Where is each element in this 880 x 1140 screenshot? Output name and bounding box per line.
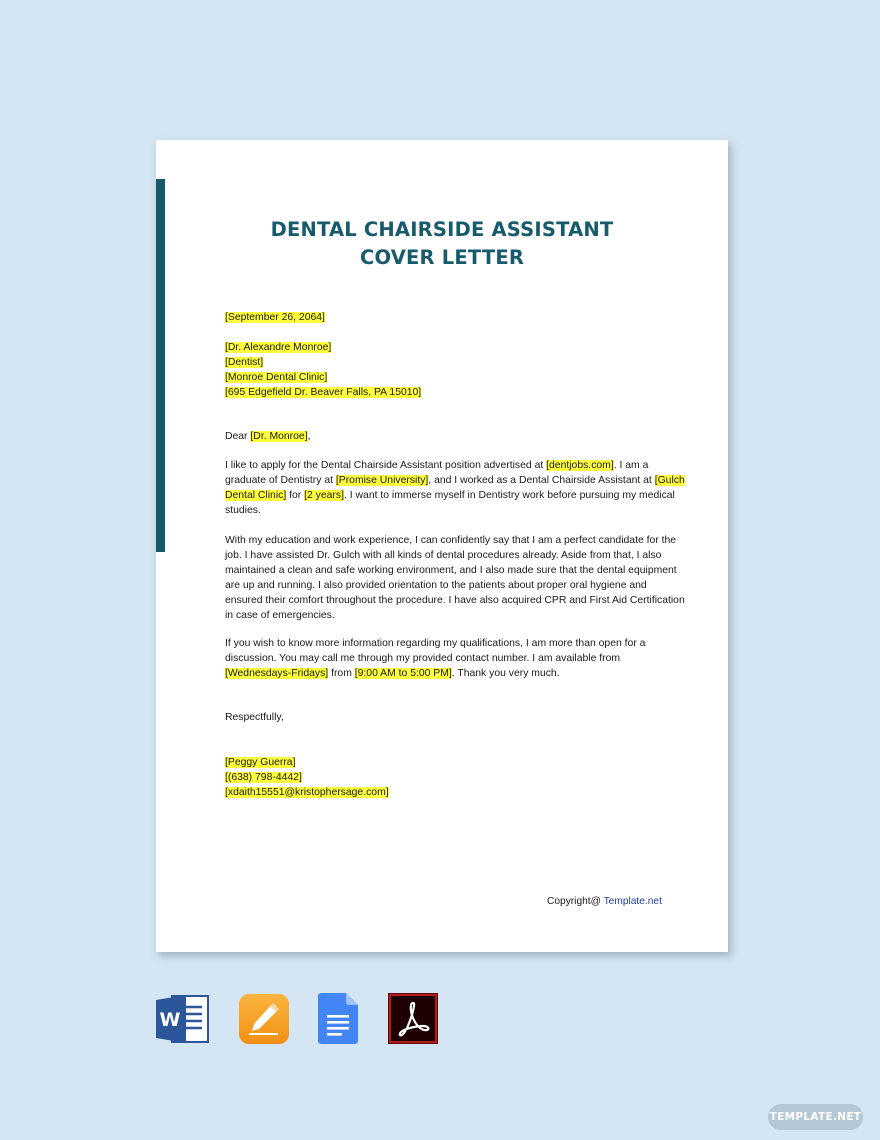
p3-availability-hours: [9:00 AM to 5:00 PM] xyxy=(354,668,452,679)
word-letter: W xyxy=(159,1009,181,1031)
title-line-1: DENTAL CHAIRSIDE ASSISTANT xyxy=(270,218,614,241)
p2-line: ensured their comfort throughout the procedure. I have also acquired CPR and First Aid Certification xyxy=(225,595,685,606)
p2-line: With my education and work experience, I can confidently say that I am a perfect candidate for the xyxy=(225,535,677,546)
microsoft-word-icon[interactable] xyxy=(156,994,210,1044)
p2-line: maintained a clean and safe working environment, and I also made sure that the dental equipment xyxy=(225,565,677,576)
p1-university: [Promise University] xyxy=(335,475,429,486)
p1-text: . I am a xyxy=(613,460,649,471)
paragraph-1 xyxy=(225,458,685,518)
p1-text: studies. xyxy=(225,505,261,516)
p1-text: I like to apply for the Dental Chairside Assistant position advertised at xyxy=(225,460,547,471)
p2-line: in case of emergencies. xyxy=(225,610,335,621)
p1-clinic-part2: Dental Clinic] xyxy=(225,490,287,501)
paragraph-2 xyxy=(225,533,685,623)
p3-line: discussion. You may call me through my provided contact number. I am available from xyxy=(225,653,621,664)
signature-phone: [(638) 798-4442] xyxy=(225,772,302,783)
p1-text: , and I worked as a Dental Chairside Assistant at xyxy=(428,475,655,486)
paragraph-3 xyxy=(225,636,665,681)
salutation xyxy=(225,429,665,444)
recipient-name: [Dr. Alexandre Monroe] xyxy=(225,342,332,353)
copyright-text: Copyright@ xyxy=(547,896,604,907)
salutation-prefix: Dear xyxy=(225,431,251,442)
google-docs-icon[interactable] xyxy=(318,993,358,1044)
p3-availability-days: [Wednesdays-Fridays] xyxy=(225,668,329,679)
p1-duration: [2 years] xyxy=(304,490,344,501)
p3-text: . Thank you very much. xyxy=(451,668,560,679)
p3-text: from xyxy=(328,668,355,679)
letter-page xyxy=(156,140,728,952)
signature-email: [xdaith15551@kristophersage.com] xyxy=(225,787,389,798)
copyright xyxy=(547,896,662,907)
closing-text: Respectfully, xyxy=(225,712,284,723)
template-net-badge[interactable]: TEMPLATE.NET xyxy=(768,1104,863,1130)
p3-line: If you wish to know more information regarding my qualifications, I am more than open for a xyxy=(225,638,646,649)
p1-text: . I want to immerse myself in Dentistry work before pursuing my medical xyxy=(343,490,675,501)
title-line-2: COVER LETTER xyxy=(359,246,525,269)
p2-line: job. I have assisted Dr. Gulch with all kinds of dental procedures already. Aside from that, I also xyxy=(225,550,662,561)
apple-pages-icon[interactable] xyxy=(239,994,289,1044)
recipient-title: [Dentist] xyxy=(225,357,264,368)
p1-clinic-part1: [Gulch xyxy=(654,475,685,486)
p1-text: for xyxy=(286,490,305,501)
closing xyxy=(225,710,665,725)
p1-text: graduate of Dentistry at xyxy=(225,475,336,486)
recipient-company: [Monroe Dental Clinic] xyxy=(225,372,328,383)
date: [September 26, 2064] xyxy=(225,312,325,323)
salutation-suffix: , xyxy=(307,431,311,442)
recipient-block xyxy=(225,340,665,400)
recipient-address: [695 Edgefield Dr. Beaver Falls, PA 15010] xyxy=(225,387,422,398)
signature-block xyxy=(225,755,665,800)
adobe-pdf-icon[interactable] xyxy=(388,993,438,1044)
date-block xyxy=(225,310,665,325)
copyright-brand-link[interactable]: Template.net xyxy=(603,896,662,907)
signature-name: [Peggy Guerra] xyxy=(225,757,296,768)
document-title xyxy=(156,216,728,272)
p2-line: are up and running. I also provided orientation to the patients about proper oral hygiene and xyxy=(225,580,647,591)
p1-job-site: [dentjobs.com] xyxy=(546,460,614,471)
salutation-name: [Dr. Monroe] xyxy=(250,431,308,442)
